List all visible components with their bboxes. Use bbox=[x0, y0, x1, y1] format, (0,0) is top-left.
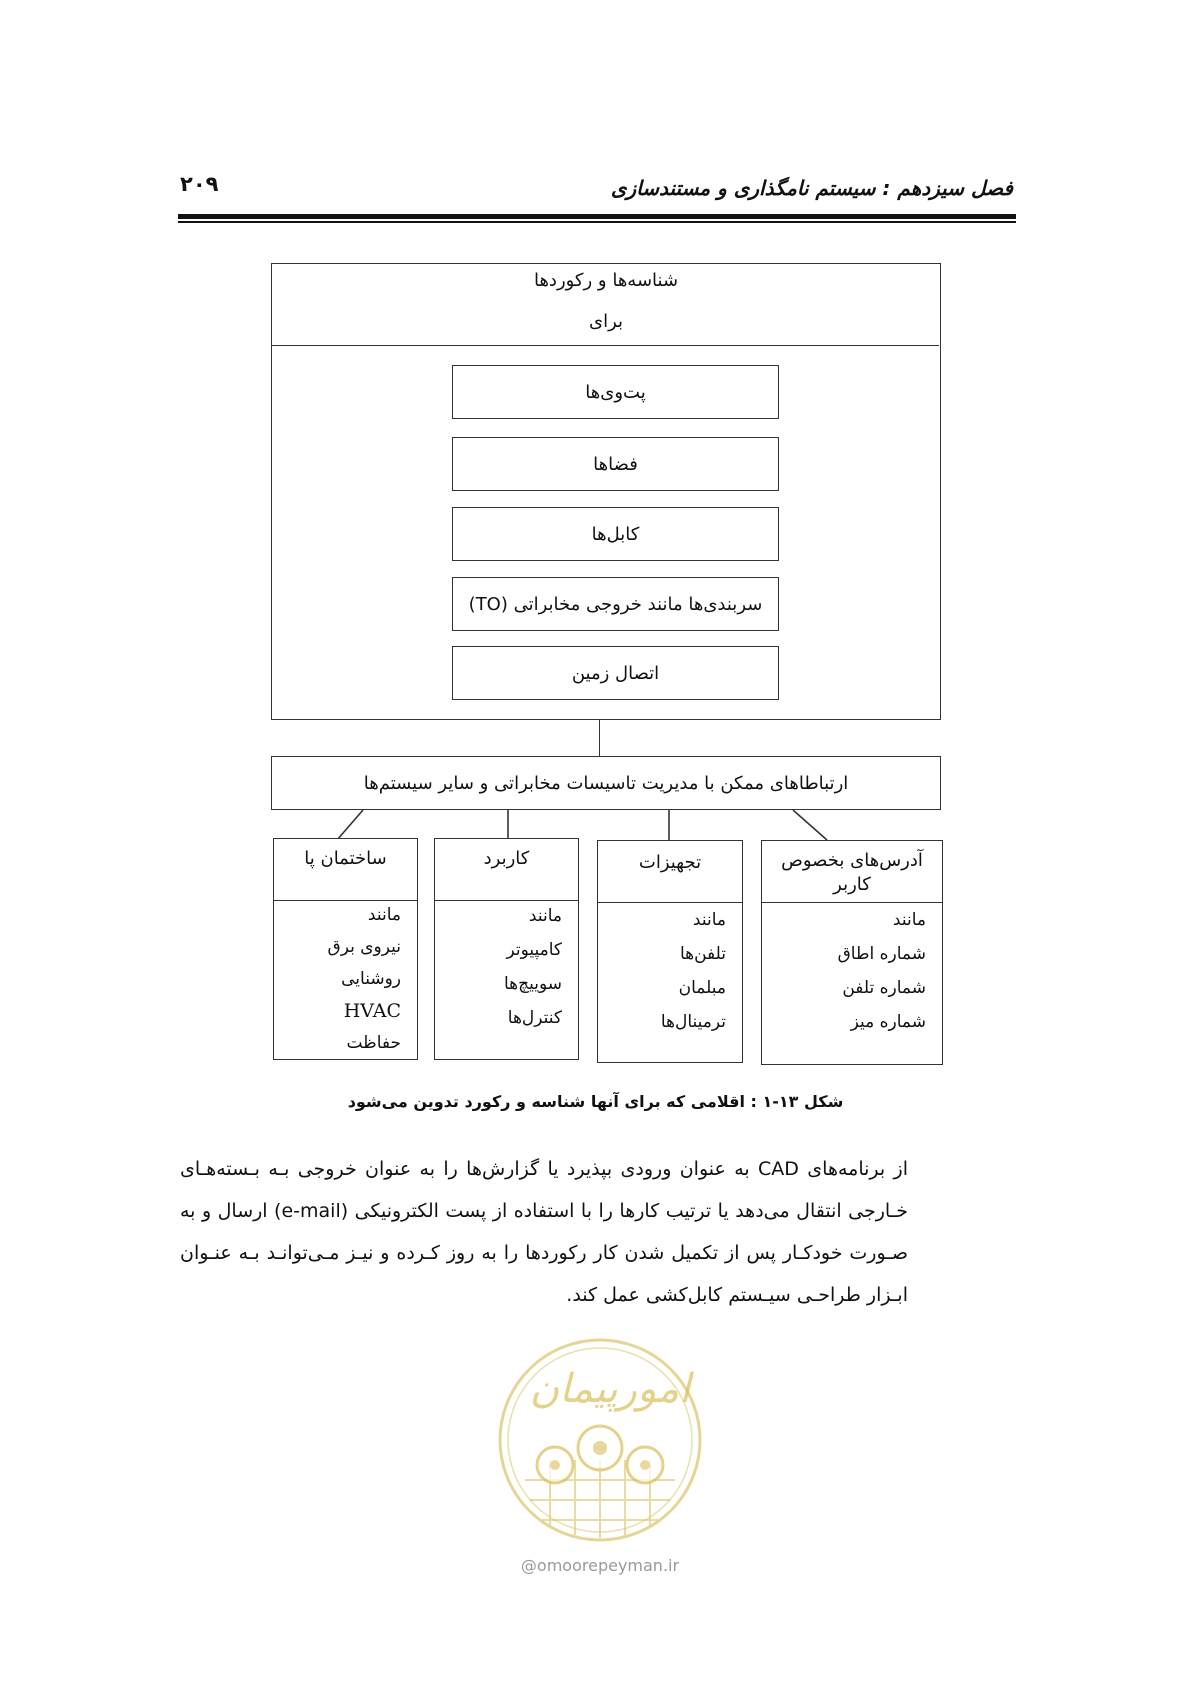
example-item: شماره میز bbox=[850, 1012, 926, 1032]
records-title-line2: برای bbox=[588, 311, 624, 332]
example-item: شماره تلفن bbox=[842, 978, 926, 998]
example-item: مانند bbox=[528, 906, 562, 926]
category-title: تجهیزات bbox=[638, 852, 702, 873]
body-paragraph: از برنامه‌های CAD به عنوان ورودی بپذیرد یا گزارش‌ها را به عنوان خروجی بـه بـسته‌هـای خـارجی انتقال می‌دهد یا ترتیب کارها را با استفاده از پست الکترونیکی (e-mail) ارسال و به صـورت خودکـار پس از تکمیل شدن کار رکوردها را به روز کـرده و نیـز مـی‌توانـد بـه عنـوان ابـزار طراحـی سیـستم کابل‌کشی عمل کند. bbox=[180, 1158, 908, 1306]
category-equipment bbox=[597, 840, 743, 1063]
watermark-logo-text: امورپیمان bbox=[529, 1366, 691, 1412]
figure-caption: شکل ۱۳-۱ : اقلامی که برای آنها شناسه و رکورد تدوین می‌شود bbox=[347, 1092, 844, 1111]
connection-box: ارتباطاهای ممکن با مدیریت تاسیسات مخابراتی و سایر سیستم‌ها bbox=[271, 756, 941, 810]
watermark-logo bbox=[490, 1330, 710, 1560]
records-title-line1: شناسه‌ها و رکوردها bbox=[533, 270, 679, 291]
category-building bbox=[273, 838, 418, 1060]
category-examples bbox=[504, 899, 562, 1035]
example-item: مانند bbox=[892, 910, 926, 930]
chapter-title: فصل سیزدهم : سیستم نامگذاری و مستندسازی bbox=[610, 176, 1013, 200]
example-item: حفاظت bbox=[346, 1033, 401, 1053]
example-item: مانند bbox=[367, 905, 401, 925]
example-item: مانند bbox=[692, 910, 726, 930]
category-examples bbox=[661, 903, 726, 1039]
item-grounding: اتصال زمین bbox=[452, 646, 779, 700]
connector-user-address bbox=[793, 810, 827, 840]
category-examples bbox=[328, 899, 401, 1059]
header-rule-thin bbox=[178, 221, 1016, 223]
category-application bbox=[434, 838, 579, 1060]
category-title: ساختمان پا bbox=[304, 848, 387, 869]
records-title-divider bbox=[272, 345, 939, 346]
item-cables: کابل‌ها bbox=[452, 507, 779, 561]
example-item: کامپیوتر bbox=[506, 940, 562, 960]
watermark-url: @omoorepeyman.ir bbox=[520, 1556, 680, 1575]
example-item: مبلمان bbox=[678, 978, 726, 998]
example-item: تلفن‌ها bbox=[679, 944, 726, 964]
page-number: ۲۰۹ bbox=[180, 172, 219, 196]
example-item: سوییچ‌ها bbox=[503, 974, 562, 994]
example-item: شماره اطاق bbox=[837, 944, 926, 964]
connector-building bbox=[337, 810, 363, 840]
example-item: ترمینال‌ها bbox=[660, 1012, 726, 1032]
connector-vertical bbox=[599, 720, 600, 756]
example-item: نیروی برق bbox=[327, 937, 401, 957]
example-item: کنترل‌ها bbox=[507, 1008, 562, 1028]
item-spaces: فضاها bbox=[452, 437, 779, 491]
example-item: روشنایی bbox=[341, 969, 401, 989]
category-examples bbox=[838, 903, 926, 1039]
category-title: آدرس‌های بخصوص کاربر bbox=[781, 850, 923, 895]
item-terminations: سربندی‌ها مانند خروجی مخابراتی (TO) bbox=[452, 577, 779, 631]
header-rule-thick bbox=[178, 214, 1016, 219]
category-user-addresses bbox=[761, 840, 943, 1065]
example-item: HVAC bbox=[343, 1000, 401, 1022]
item-pathways: پت‌وی‌ها bbox=[452, 365, 779, 419]
category-title: کاربرد bbox=[483, 848, 530, 869]
